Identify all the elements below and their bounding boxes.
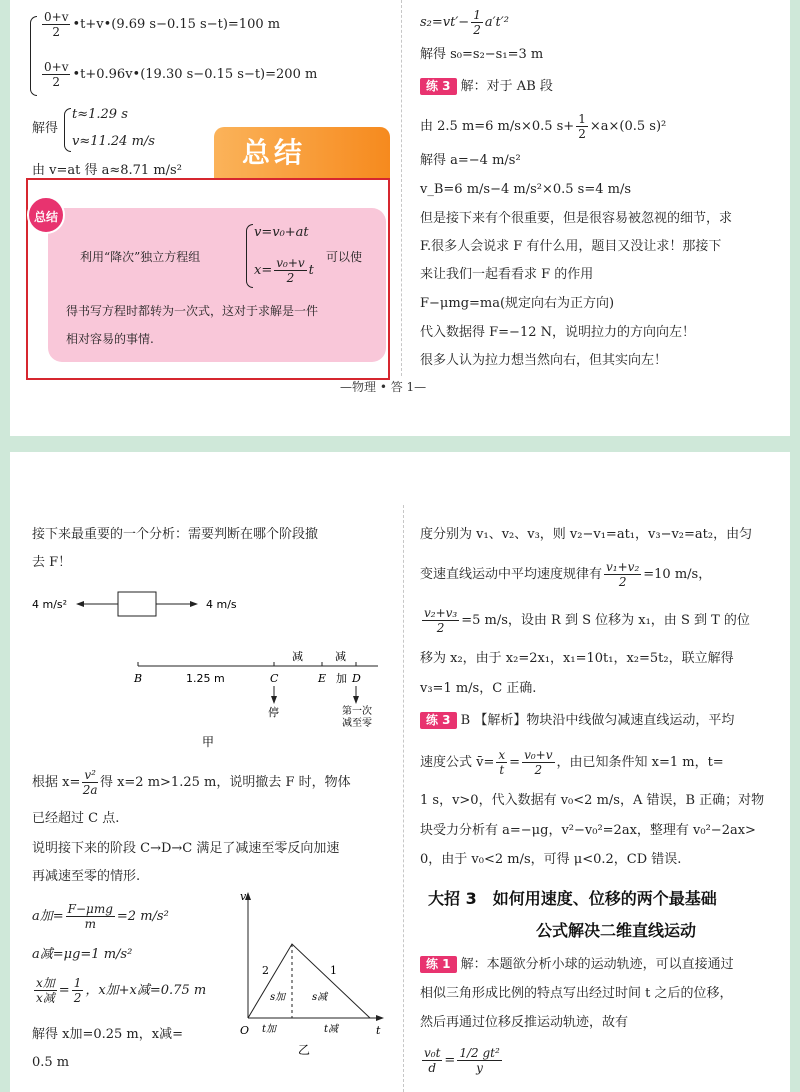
left-border [0, 0, 10, 1092]
bl-line-6: 再减速至零的情形. [32, 869, 141, 884]
point-D: D [352, 672, 361, 685]
right-arrow-head [190, 601, 198, 607]
summary-line1-post: 可以使 [326, 250, 363, 264]
t-jia-label: t加 [262, 1024, 277, 1035]
left-accel-label: 4 m/s² [32, 598, 68, 611]
para-5: 代入数据得 F=−12 N，说明拉力的方向向左！ [420, 325, 695, 340]
summary-line3: 相对容易的事情. [66, 332, 154, 346]
br-line-7: 速度公式 v̄= $\frac{x}{t}$ = $\frac{\text{v₀+v}}{2}$ ，由已知条件知 x=1 m，t= [420, 748, 724, 777]
final-eq: $\frac{\text{v₀t}}{d}$ = $\frac{\text{1/2 gt²}}{y}$ [424, 1046, 500, 1075]
vb-line: v_B=6 m/s−4 m/s²×0.5 s=4 m/s [420, 182, 632, 197]
vt-curve [248, 944, 370, 1018]
result-line-2: 0.5 m [32, 1055, 70, 1070]
ex3-row-top: 练 3 解：对于 AB 段 [420, 78, 553, 96]
result-line-1: 解得 x加=0.25 m，x减= [32, 1027, 183, 1042]
ratio-eq: $\frac{\text{x加}}{\text{x减}}$ = $\frac{1}{2}$ ，x加+x减=0.75 m [36, 976, 207, 1005]
a-jia-eq: a加= $\frac{\text{F−μmg}}{m}$ =2 m/s² [32, 902, 169, 931]
column-divider-bottom [403, 505, 404, 1092]
t-label: t [376, 1024, 381, 1037]
solve-t: t≈1.29 s [72, 107, 128, 122]
bl-line-2: 去 F！ [32, 555, 72, 570]
bl-line-3: 根据 x= $\frac{\text{v²}}{2a}$ 得 x=2 m>1.25 m，说明撤去 F 时，物体 [32, 768, 351, 797]
a-line: 解得 a=−4 m/s² [420, 153, 521, 168]
br-ex3-row: 练 3 B 【解析】物块沿中线做匀减速直线运动，平均 [420, 712, 734, 730]
br-line-1: 度分别为 v₁、v₂、v₃，则 v₂−v₁=at₁，v₃−v₂=at₂，由匀 [420, 527, 753, 542]
exercise-3-tag-bottom: 练 3 [420, 712, 457, 729]
summary-eq-b: x= $\frac{\text{v₀+v}}{2}$ t [254, 256, 314, 285]
a-jian-eq: a减=μg=1 m/s² [32, 947, 133, 962]
t-jian-label: t减 [324, 1024, 339, 1035]
bl-line-5: 说明接下来的阶段 C→D→C 满足了减速至零反向加速 [32, 841, 340, 856]
page-footer: —物理 • 答 1— [340, 380, 427, 394]
para-3: 来让我们一起看看求 F 的作用 [420, 267, 594, 282]
summary-line1-pre: 利用“降次”独立方程组 [80, 250, 201, 264]
slope-2-label: 2 [262, 964, 269, 977]
section-heading-2: 公式解决二维直线运动 [536, 921, 697, 940]
page-gap [0, 436, 800, 452]
first-label-2: 减至零 [342, 718, 372, 729]
exercise-1-tag: 练 1 [420, 956, 457, 973]
system-brace [30, 16, 37, 96]
para-6: 很多人认为拉力想当然向右，但其实向左！ [420, 353, 668, 368]
summary-eq-a: v=v₀+at [254, 225, 309, 240]
exercise-3-tag: 练 3 [420, 78, 457, 95]
slope-1-label: 1 [330, 964, 337, 977]
br-line-2: 变速直线运动中平均速度规律有 $\frac{\text{v₁+v₂}}{2}$ =10 m/s， [420, 560, 712, 589]
figure-yi-caption: 乙 [298, 1043, 311, 1057]
solve-v: v≈11.24 m/s [72, 134, 155, 149]
br-line-5: v₃=1 m/s，C 正确. [420, 681, 537, 696]
br-line-3: $\frac{\text{v₂+v₃}}{2}$ =5 m/s，设由 R 到 S 位移为 x₁，由 S 到 T 的位 [424, 606, 750, 635]
point-E: E [318, 672, 327, 685]
bl-line-1: 接下来最重要的一个分析：需要判断在哪个阶段撤 [32, 527, 319, 542]
summary-banner: 总结 [214, 127, 390, 179]
summary-brace [246, 224, 253, 288]
s0-line: 解得 s₀=s₂−s₁=3 m [420, 47, 544, 62]
first-label-1: 第一次 [342, 706, 372, 717]
jia-label: 加 [336, 672, 347, 685]
solve-brace [64, 108, 71, 152]
accel-line: 由 v=at 得 a≈8.71 m/s² [32, 163, 182, 178]
s-jian-label: s减 [312, 992, 328, 1003]
left-arrow-head [76, 601, 84, 607]
sys-line-1: $\frac{0+v}{2}$ •t+v•(9.69 s−0.15 s−t)=100 m [44, 10, 281, 39]
br-line-10: 0，由于 v₀<2 m/s，可得 μ<0.2，CD 错误. [420, 852, 682, 867]
para-4: F−μmg=ma(规定向右为正方向) [420, 296, 615, 311]
v-label: v [240, 890, 247, 903]
figure-yi [232, 888, 392, 1060]
br-line-13: 然后再通过位移反推运动轨迹，故有 [420, 1015, 629, 1030]
sys-line-2: $\frac{0+v}{2}$ •t+0.96v•(19.30 s−0.15 s−t)=200 m [44, 60, 318, 89]
br-line-9: 块受力分析有 a=−μg，v²−v₀²=2ax，整理有 v₀²−2ax> [420, 823, 756, 838]
ab-line: 由 2.5 m=6 m/s×0.5 s+ $\frac{1}{2}$ ×a×(0.5 s)² [420, 112, 667, 141]
jian-label-1: 减 [292, 650, 303, 663]
jian-label-2: 减 [335, 650, 346, 663]
section-heading-1: 大招 3 如何用速度、位移的两个最基础 [428, 889, 717, 908]
para-2: F.很多人会说求 F 有什么用，题目又没让求！那接下 [420, 239, 722, 254]
br-line-12: 相似三角形成比例的特点写出经过时间 t 之后的位移， [420, 986, 733, 1001]
br-line-4: 移为 x₂，由于 x₂=2x₁，x₁=10t₁，x₂=5t₂，联立解得 [420, 651, 734, 666]
solve-label: 解得 [32, 121, 59, 136]
ting-label: 停 [268, 706, 279, 719]
figure-jia [30, 588, 390, 748]
summary-badge: 总结 [27, 196, 65, 234]
distance-label: 1.25 m [186, 672, 225, 685]
origin-label: O [240, 1024, 250, 1037]
para-1: 但是接下来有个很重要，但是很容易被忽视的细节，求 [420, 211, 733, 226]
column-divider-top [401, 0, 402, 376]
s-jia-label: s加 [270, 992, 286, 1003]
figure-jia-caption: 甲 [202, 735, 215, 748]
point-C: C [270, 672, 279, 685]
right-border [790, 0, 800, 1092]
right-speed-label: 4 m/s [206, 598, 237, 611]
br-line-8: 1 s，v>0，代入数据有 v₀<2 m/s，A 错误，B 正确；对物 [420, 793, 765, 808]
bl-line-4: 已经超过 C 点. [32, 811, 120, 826]
point-B: B [134, 672, 143, 685]
summary-line2: 得书写方程时都转为一次式，这对于求解是一件 [66, 304, 319, 318]
br-ex1-row: 练 1 解：本题欲分析小球的运动轨迹，可以直接通过 [420, 956, 734, 974]
s2-line: s₂=vt′− $\frac{1}{2}$ a′t′² [420, 8, 509, 37]
block [118, 592, 156, 616]
